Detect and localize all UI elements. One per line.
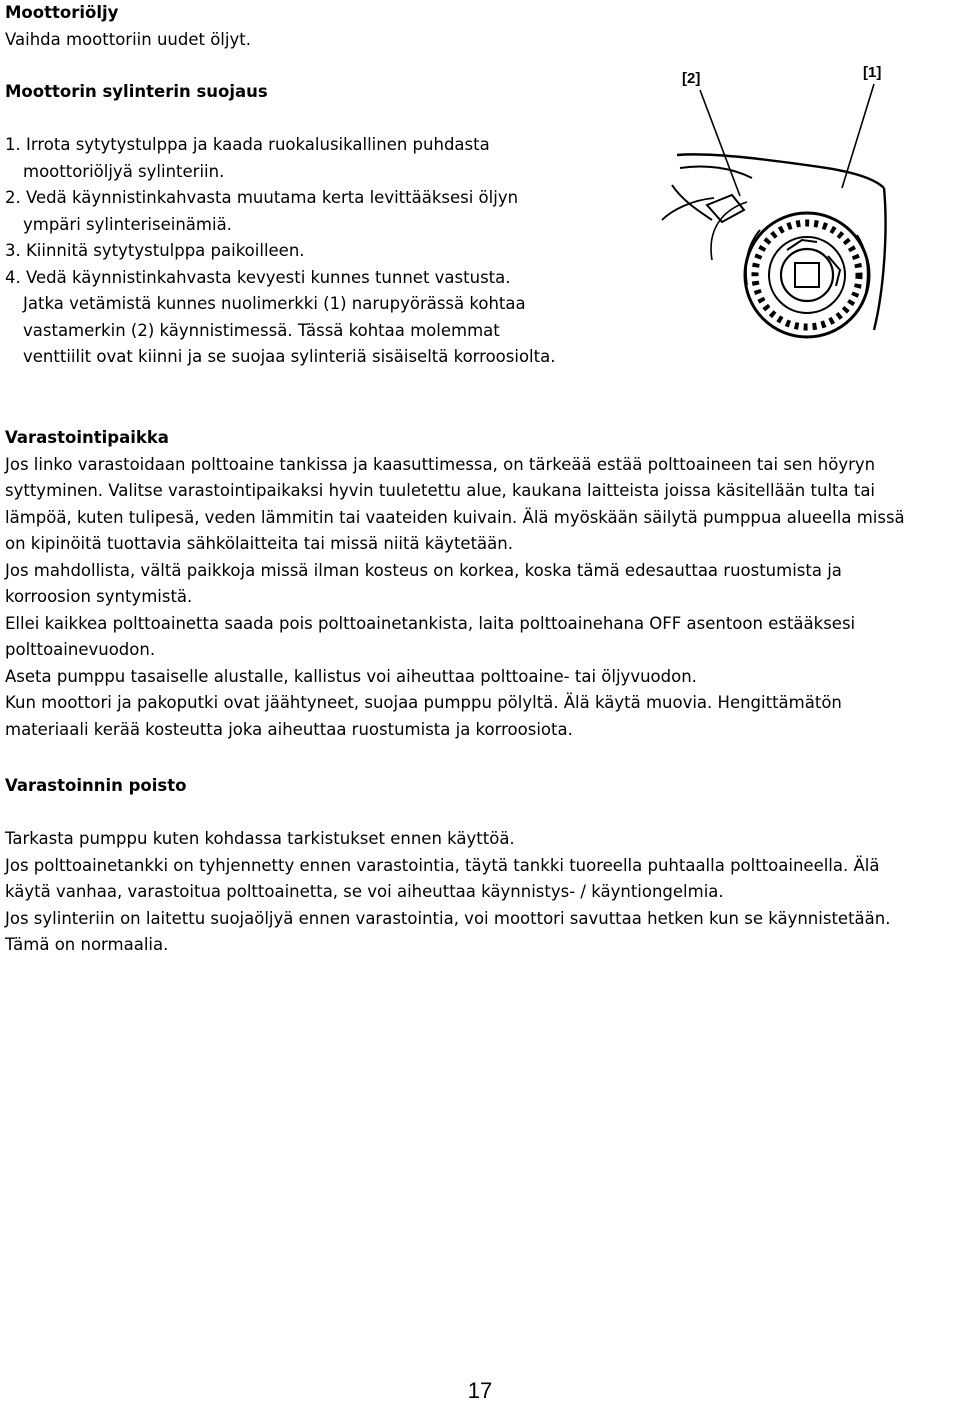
figure-label-2: [2] [682,70,701,87]
section-storage-place [5,425,960,743]
starter-pulley-figure [652,60,892,355]
paragraph-line: käytä vanhaa, varastoitua polttoainetta, se voi aiheuttaa käynnistys- / käyntiongelmia. [5,882,724,901]
section-title: Varastoinnin poisto [5,776,187,795]
step-line: vastamerkin (2) käynnistimessä. Tässä kohtaa molemmat [23,320,500,340]
figure-label-1: [1] [863,64,882,81]
spacer [5,800,960,827]
section-engine-oil [5,0,655,53]
paragraph-line: Jos linko varastoidaan polttoaine tankissa ja kaasuttimessa, on tärkeää estää polttoaineen tai sen höyryn [5,454,876,474]
paragraph-line: Tämä on normaalia. [5,935,169,954]
cylinder-protection-steps [5,132,655,371]
step-line: 4. Vedä käynnistinkahvasta kevyesti kunnes tunnet vastusta. [5,267,511,287]
step-line: 1. Irrota sytytystulppa ja kaada ruokalusikallinen puhdasta [5,135,490,154]
paragraph-line: Jos sylinteriin on laitettu suojaöljyä ennen varastointia, voi moottori savuttaa hetken kun se käynnistetään. [5,908,891,928]
paragraph-line: Ellei kaikkea polttoainetta saada pois polttoainetankista, laita polttoainehana OFF asentoon estääksesi [5,613,856,633]
step-line: moottoriöljyä sylinteriin. [23,161,225,181]
step-line: ympäri sylinteriseinämiä. [23,214,232,234]
paragraph: Vaihda moottoriin uudet öljyt. [5,29,251,49]
section-removal-from-storage [5,773,960,959]
step-line: Jatka vetämistä kunnes nuolimerkki (1) narupyörässä kohtaa [23,294,526,313]
step-line: 2. Vedä käynnistinkahvasta muutama kerta levittääksesi öljyn [5,188,519,207]
section-title: Moottoriöljy [5,3,119,22]
paragraph-line: lämpöä, kuten tulipesä, veden lämmitin tai vaateiden kuivain. Älä myöskään säilytä pumppua alueella missä [5,507,905,527]
paragraph-line: Tarkasta pumppu kuten kohdassa tarkistukset ennen käyttöä. [5,829,515,848]
leader-line-2 [700,90,740,196]
page-number: 17 [467,1378,493,1403]
section-title: Varastointipaikka [5,428,169,447]
paragraph-line: Jos mahdollista, vältä paikkoja missä ilman kosteus on korkea, koska tämä edesauttaa ruostumista ja [5,560,842,580]
step-line: 3. Kiinnitä sytytystulppa paikoilleen. [5,241,305,260]
paragraph-line: materiaali kerää kosteutta joka aiheuttaa ruostumista ja korroosiota. [5,719,573,739]
paragraph-line: syttyminen. Valitse varastointipaikaksi hyvin tuuletettu alue, kaukana laitteista joissa käsitellään tulta tai [5,481,876,500]
paragraph-line: Jos polttoainetankki on tyhjennetty ennen varastointia, täytä tankki tuoreella puhtaalla polttoaineella. Älä [5,855,880,875]
starter-pulley-drawing [652,60,892,355]
step-line: venttiilit ovat kiinni ja se suojaa sylinteriä sisäiseltä korroosiolta. [23,347,556,366]
paragraph-line: on kipinöitä tuottavia sähkölaitteita tai missä niitä käytetään. [5,534,513,553]
paragraph-line: Kun moottori ja pakoputki ovat jäähtyneet, suojaa pumppu pölyltä. Älä käytä muovia. Hengittämätön [5,693,842,712]
paragraph-line: korroosion syntymistä. [5,587,193,606]
section-cylinder-protection-title [5,79,655,106]
paragraph-line: Aseta pumppu tasaiselle alustalle, kallistus voi aiheuttaa polttoaine- tai öljyvuodon. [5,666,697,686]
paragraph-line: polttoainevuodon. [5,640,156,659]
section-title: Moottorin sylinterin suojaus [5,82,268,101]
